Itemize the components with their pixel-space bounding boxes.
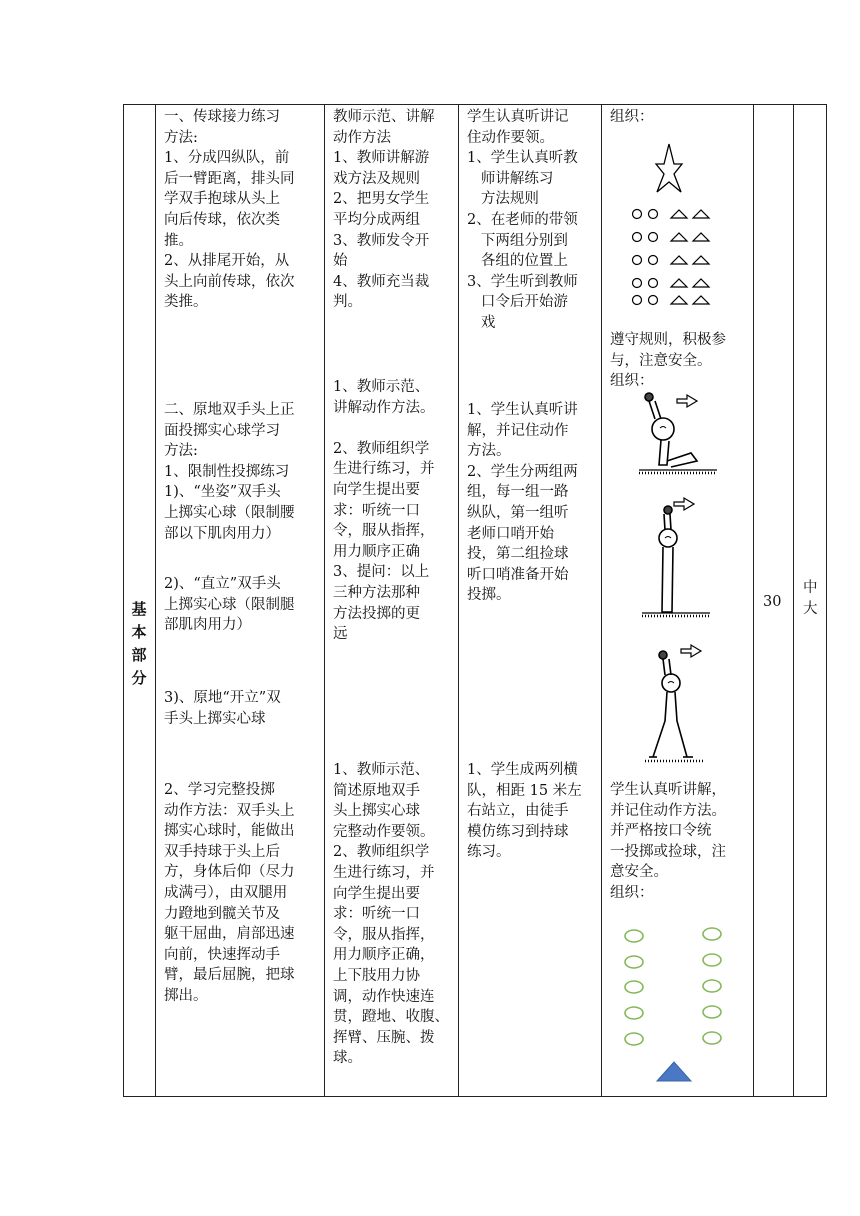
org-note2: 学生认真听讲解， 并记住动作方法。 并严格按口令统 一投掷或捡球，注 意安全。 组织：: [610, 782, 726, 901]
teacher-star-icon: [656, 144, 682, 192]
student-part1: 学生认真听讲记 住动作要领。 1、学生认真听教 师讲解练习 方法规则 2、在老师的带领 下两组分别到 各组的位置上 3、学生听到教师 口令后开始游 戏: [467, 109, 578, 331]
col-divider: [155, 104, 156, 1097]
formation-diagram-relay: [623, 144, 733, 319]
content-part5: 2、学习完整投掷 动作方法：双手头上 掷实心球时，能做出 双手持球于头上后 方，身体后仰（尽力 成满弓），由双腿用 力蹬地到髋关节及 躯干屈曲，肩部迅速 向前，快速挥动手 臂，最后屈腕，把球 掷出。: [164, 782, 295, 1004]
col-divider: [753, 104, 754, 1097]
org-label: 组织：: [610, 109, 654, 125]
lesson-plan-table: [123, 104, 827, 1097]
girls-triangles: [671, 210, 709, 304]
direction-arrow-icon: [681, 645, 701, 657]
open-stance-throw-figure: [643, 637, 728, 765]
col-divider: [458, 104, 459, 1097]
table-border-right: [826, 104, 827, 1097]
boys-circles: [633, 210, 658, 305]
direction-arrow-icon: [677, 395, 697, 407]
content-part1: 一、传球接力练习 方法: 1、分成四纵队，前 后一臂距离，排头同 学双手抱球从头上 向后传球，依次类 推。 2、从排尾开始，从 头上向前传球，依次 类推。: [164, 109, 295, 311]
student-ellipses: [625, 928, 721, 1045]
content-part3: 2)、“直立”双手头 上掷实心球（限制腿 部肌肉用力）: [164, 576, 295, 634]
content-part4: 3)、原地“开立”双 手头上掷实心球: [164, 690, 281, 727]
org-note1: 遵守规则，积极参 与，注意安全。 组织：: [610, 332, 726, 390]
col-divider: [601, 104, 602, 1097]
direction-arrow-icon: [674, 498, 694, 510]
table-bottom-border: [123, 1096, 827, 1097]
table-top-border: [123, 104, 827, 105]
col-divider: [324, 104, 325, 1097]
time-minutes: 30: [763, 594, 782, 610]
teacher-part3: 1、教师示范、 简述原地双手 头上掷实心球 完整动作要领。 2、教师组织学 生进行练习，并 向学生提出要 求：听统一口 令，服从指挥， 用力顺序正确， 上下肢用力协 调，动作快速连 贯，蹬地、收腹、 挥臂、压腕、拨 球。: [333, 762, 449, 1067]
intensity-label: 中 大: [803, 580, 818, 617]
col-divider: [793, 104, 794, 1097]
student-part2: 1、学生认真听讲 解，并记住动作 方法。 2、学生分两组两 组，每一组一路 纵队，第一组听 老师口哨开始 投，第二组捡球 听口哨准备开始 投掷。: [467, 402, 578, 604]
teacher-part1: 教师示范、讲解 动作方法 1、教师讲解游 戏方法及规则 2、把男女学生 平均分成两组 3、教师发令开 始 4、教师充当裁 判。: [333, 109, 435, 311]
section-label: 基本部分: [131, 600, 147, 687]
table-border-left: [123, 104, 124, 1097]
student-part3: 1、学生成两列横 队，相距 15 米左 右站立，由徒手 模仿练习到持球 练习。: [467, 762, 582, 861]
content-part2: 二、原地双手头上正 面投掷实心球学习 方法: 1、限制性投掷练习 1)、“坐姿”双手头 上掷实心球（限制腰 部以下肌肉用力）: [164, 402, 295, 542]
standing-throw-figure: [638, 494, 723, 620]
teacher-triangle-icon: [657, 1062, 691, 1081]
seated-throw-figure: [633, 391, 723, 476]
formation-diagram-throwing: [618, 924, 728, 1089]
teacher-part2: 1、教师示范、 讲解动作方法。 2、教师组织学 生进行练习，并 向学生提出要 求：听统一口 令，服从指挥， 用力顺序正确 3、提问：以上 三种方法那种 方法投掷的更 远: [333, 379, 435, 643]
